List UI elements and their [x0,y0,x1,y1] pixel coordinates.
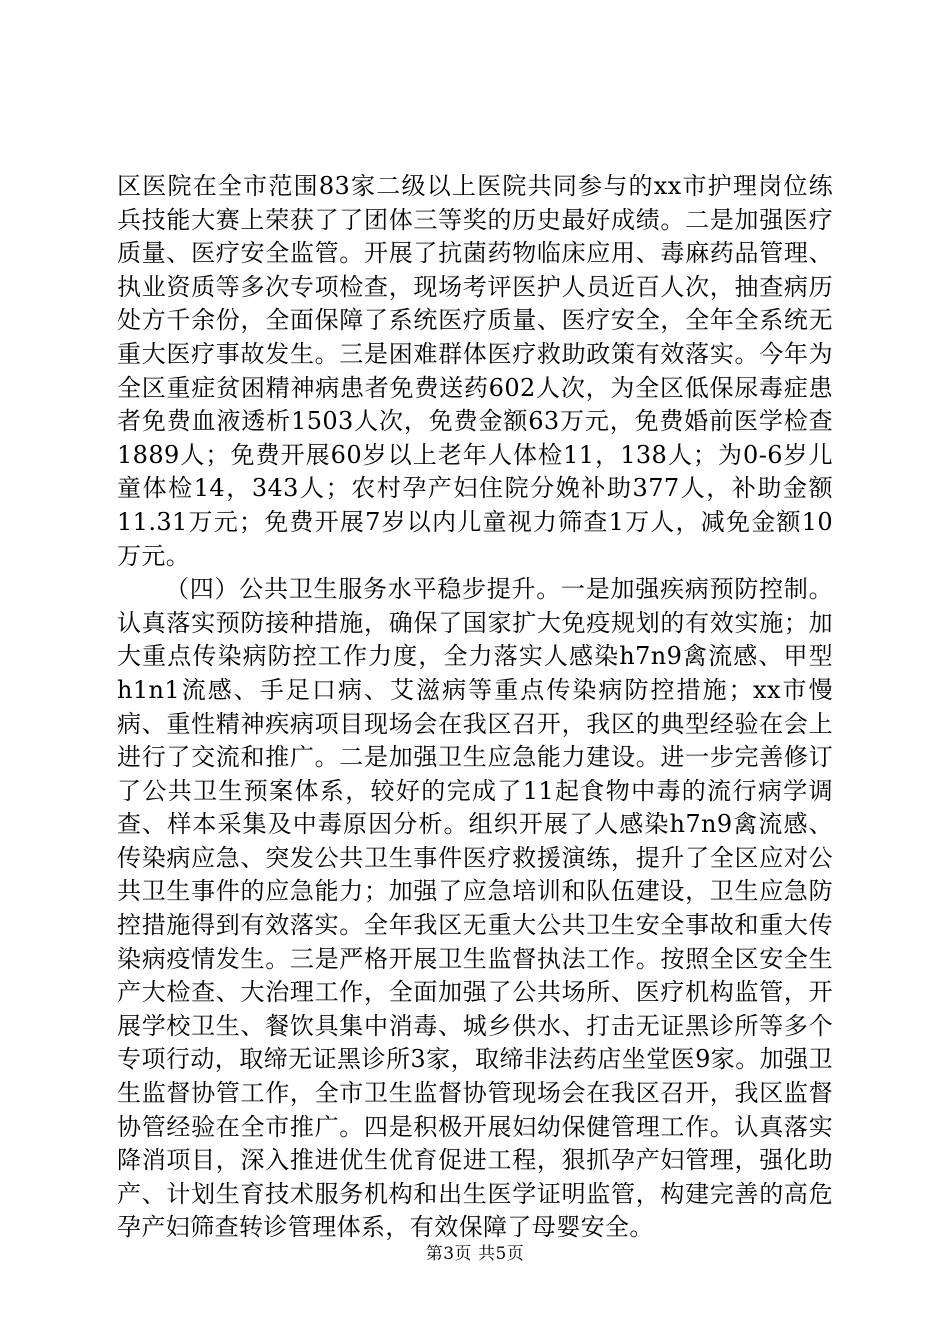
body-text [117,170,833,1245]
paragraph-public-health: （四）公共卫生服务水平稳步提升。一是加强疾病预防控制。认真落实预防接种措施，确保了国家扩大免疫规划的有效实施；加大重点传染病防控工作力度，全力落实人感染h7n9禽流感、甲型h1n1流感、手足口病、艾滋病等重点传染病防控措施；xx市慢病、重性精神疾病项目现场会在我区召开，我区的典型经验在会上进行了交流和推广。二是加强卫生应急能力建设。进一步完善修订了公共卫生预案体系，较好的完成了11起食物中毒的流行病学调查、样本采集及中毒原因分析。组织开展了人感染h7n9禽流感、传染病应急、突发公共卫生事件医疗救援演练，提升了全区应对公共卫生事件的应急能力；加强了应急培训和队伍建设，卫生应急防控措施得到有效落实。全年我区无重大公共卫生安全事故和重大传染病疫情发生。三是严格开展卫生监督执法工作。按照全区安全生产大检查、大治理工作，全面加强了公共场所、医疗机构监管，开展学校卫生、餐饮具集中消毒、城乡供水、打击无证黑诊所等多个专项行动，取缔无证黑诊所3家，取缔非法药店坐堂医9家。加强卫生监督协管工作，全市卫生监督协管现场会在我区召开，我区监督协管经验在全市推广。四是积极开展妇幼保健管理工作。认真落实降消项目，深入推进优生优育促进工程，狠抓孕产妇管理，强化助产、计划生育技术服务机构和出生医学证明监管，构建完善的高危孕产妇筛查转诊管理体系，有效保障了母婴安全。 [117,575,833,1242]
paragraph-continued: 区医院在全市范围83家二级以上医院共同参与的xx市护理岗位练兵技能大赛上荣获了了团体三等奖的历史最好成绩。二是加强医疗质量、医疗安全监管。开展了抗菌药物临床应用、毒麻药品管理、执业资质等多次专项检查，现场考评医护人员近百人次，抽查病历处方千余份，全面保障了系统医疗质量、医疗安全，全年全系统无重大医疗事故发生。三是困难群体医疗救助政策有效落实。今年为全区重症贫困精神病患者免费送药602人次，为全区低保尿毒症患者免费血液透析1503人次，免费金额63万元，免费婚前医学检查1889人；免费开展60岁以上老年人体检11，138人；为0-6岁儿童体检14，343人；农村孕产妇住院分娩补助377人，补助金额11.31万元；免费开展7岁以内儿童视力筛查1万人，减免金额10万元。 [117,172,833,570]
page-footer: 第3页 共5页 [425,1244,525,1264]
